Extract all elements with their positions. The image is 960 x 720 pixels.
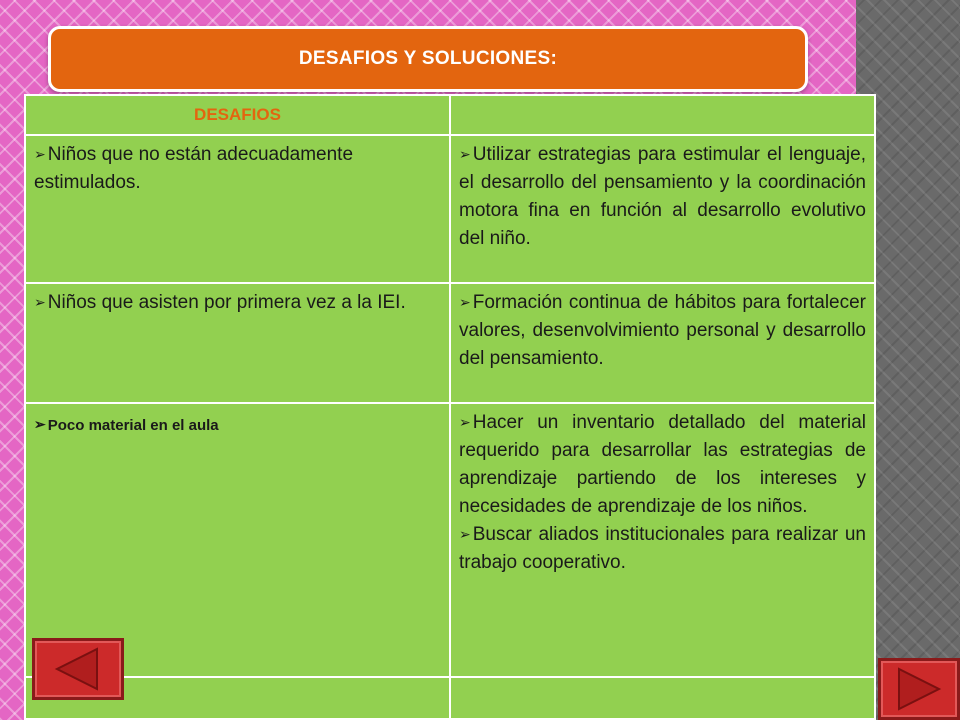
title-banner [48,26,808,92]
challenge-cell [25,135,450,283]
solution-item [451,404,874,521]
challenge-cell [25,283,450,403]
challenge-text: Poco material en el aula [47,417,219,434]
solution-item [451,136,874,253]
arrow-bullet-icon: ➢ [459,294,471,310]
table-row [25,135,875,283]
solution-text: Hacer un inventario detallado del material requerido para desarrollar las estrategias de aprendizaje partiendo de los intereses y necesidades de aprendizaje de los niños. [459,412,866,517]
challenges-table [24,94,876,720]
solution-item [451,521,874,577]
arrow-bullet-icon: ➢ [459,526,471,542]
header-cell-challenges [25,95,450,135]
challenge-item [26,284,449,317]
arrow-bullet-icon: ➢ [34,416,46,432]
table-row-empty [25,677,875,719]
table-header-row [25,95,875,135]
next-slide-button[interactable] [878,658,960,720]
page-title: DESAFIOS Y SOLUCIONES: [298,48,558,69]
header-label-challenges: DESAFIOS [194,105,281,124]
arrow-bullet-icon: ➢ [459,414,471,430]
challenge-text: Niños que no están adecuadamente estimulados. [34,144,354,193]
triangle-left-icon [35,641,121,697]
solution-item [451,284,874,373]
challenge-item [26,136,449,197]
arrow-bullet-icon: ➢ [34,294,46,310]
table-row [25,283,875,403]
challenge-cell [25,403,450,677]
solution-text: Utilizar estrategias para estimular el lenguaje, el desarrollo del pensamiento y la coordinación motora fina en función al desarrollo evolutivo del niño. [459,144,866,249]
triangle-right-icon [881,661,957,717]
challenge-text: Niños que asisten por primera vez a la IEI. [47,292,406,313]
solution-text: Formación continua de hábitos para fortalecer valores, desenvolvimiento personal y desarrollo del pensamiento. [459,292,866,369]
header-cell-solutions [450,95,875,135]
solution-cell [450,135,875,283]
table-row [25,403,875,677]
challenge-item [26,404,449,438]
previous-slide-button[interactable] [32,638,124,700]
solution-cell [450,403,875,677]
solution-text: Buscar aliados institucionales para realizar un trabajo cooperativo. [459,524,866,573]
empty-cell [450,677,875,719]
arrow-bullet-icon: ➢ [459,146,471,162]
solution-cell [450,283,875,403]
arrow-bullet-icon: ➢ [34,146,46,162]
